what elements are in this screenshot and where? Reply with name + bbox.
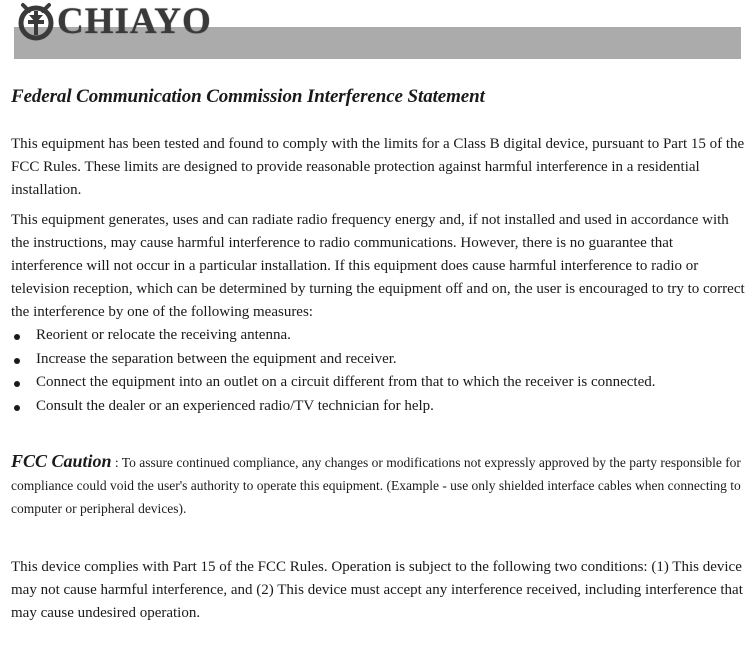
fcc-statement bbox=[11, 84, 745, 625]
statement-paragraph-1: This equipment has been tested and found to comply with the limits for a Class B digital device, pursuant to Part 15 of the FCC Rules. These limits are designed to provide reasonable protection against harmful interference in a residential installation. bbox=[11, 136, 745, 198]
statement-title: Federal Communication Commission Interference Statement bbox=[11, 86, 485, 107]
list-item bbox=[11, 348, 745, 372]
list-item bbox=[11, 371, 745, 395]
measures-list bbox=[11, 324, 745, 418]
brand-name: CHIAYO bbox=[57, 1, 212, 42]
bullet-icon bbox=[14, 405, 20, 411]
bullet-icon bbox=[14, 381, 20, 387]
statement-paragraph-2: This equipment generates, uses and can radiate radio frequency energy and, if not installed and used in accordance with the instructions, may cause harmful interference to radio communications. However, there is no guarantee that interference will not occur in a particular installation. If this equipment does cause harmful interference to radio or television reception, which can be determined by turning the equipment off and on, the user is encouraged to try to correct the interference by one of the following measures: bbox=[11, 212, 745, 320]
measure-text: Increase the separation between the equipment and receiver. bbox=[36, 350, 397, 367]
fcc-caution bbox=[11, 450, 745, 520]
measure-text: Reorient or relocate the receiving antenna. bbox=[36, 327, 291, 343]
list-item bbox=[11, 324, 745, 348]
brand-logo bbox=[16, 2, 212, 42]
chiayo-emblem-icon bbox=[16, 2, 56, 42]
bullet-icon bbox=[14, 334, 20, 340]
bullet-icon bbox=[14, 358, 20, 364]
caution-title: FCC Caution bbox=[11, 451, 112, 471]
list-item bbox=[11, 395, 745, 419]
compliance-paragraph: This device complies with Part 15 of the FCC Rules. Operation is subject to the following two conditions: (1) This device may not cause harmful interference, and (2) This device must accept any interference received, including interference that may cause undesired operation. bbox=[11, 559, 743, 621]
measure-text: Consult the dealer or an experienced radio/TV technician for help. bbox=[36, 397, 434, 414]
caution-text: : To assure continued compliance, any changes or modifications not expressly approved by the party responsible for compliance could void the user's authority to operate this equipment. (Example - use only shielded interface cables when connecting to computer or peripheral devices). bbox=[11, 455, 741, 516]
measure-text: Connect the equipment into an outlet on a circuit different from that to which the receiver is connected. bbox=[36, 374, 656, 390]
page-header bbox=[0, 0, 753, 62]
